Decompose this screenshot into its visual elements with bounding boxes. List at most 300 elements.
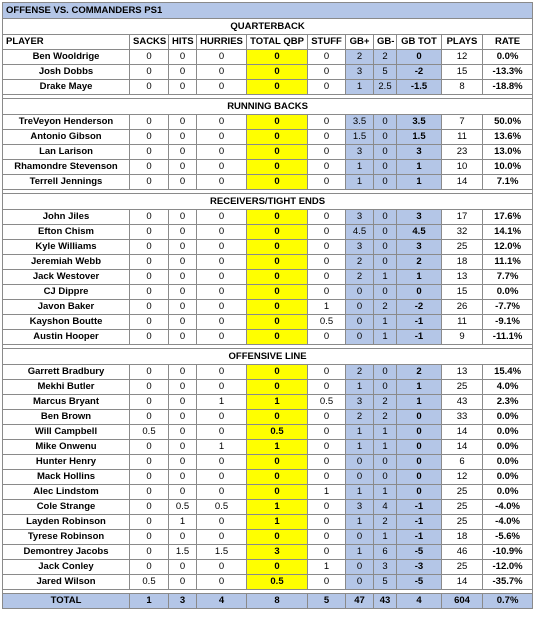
cell-total-qbp: 0	[247, 380, 308, 395]
cell-stuff: 0	[308, 225, 346, 240]
cell-hurries: 0.5	[197, 500, 247, 515]
cell-plays: 11	[442, 130, 483, 145]
cell-gb-minus: 0	[374, 255, 397, 270]
cell-sacks: 0	[130, 515, 169, 530]
cell-gb-plus: 2	[346, 410, 374, 425]
cell-player: Terrell Jennings	[3, 175, 130, 190]
cell-plays: 25	[442, 560, 483, 575]
cell-plays: 12	[442, 50, 483, 65]
cell-gb-plus: 1	[346, 380, 374, 395]
cell-sacks: 0	[130, 270, 169, 285]
cell-stuff: 0	[308, 175, 346, 190]
cell-player: Layden Robinson	[3, 515, 130, 530]
cell-plays: 43	[442, 395, 483, 410]
cell-gb-plus: 1	[346, 160, 374, 175]
cell-total-qbp: 0	[247, 470, 308, 485]
cell-gb-plus: 1	[346, 485, 374, 500]
cell-hurries: 0	[197, 65, 247, 80]
cell-rate: -5.6%	[483, 530, 533, 545]
cell-sacks: 0	[130, 485, 169, 500]
cell-hurries: 0	[197, 145, 247, 160]
cell-gb-tot: 3	[397, 145, 442, 160]
cell-stuff: 0	[308, 470, 346, 485]
cell-plays: 25	[442, 500, 483, 515]
cell-rate: 0.0%	[483, 425, 533, 440]
cell-player: Mike Onwenu	[3, 440, 130, 455]
cell-hits: 0	[169, 330, 197, 345]
cell-hurries: 0	[197, 80, 247, 95]
cell-gb-tot: 3	[397, 210, 442, 225]
cell-stuff: 0	[308, 240, 346, 255]
cell-plays: 14	[442, 175, 483, 190]
cell-sacks: 0	[130, 530, 169, 545]
cell-hurries: 1.5	[197, 545, 247, 560]
cell-rate: 0.0%	[483, 50, 533, 65]
cell-gb-tot: -1	[397, 315, 442, 330]
cell-hits: 0	[169, 470, 197, 485]
cell-total-qbp: 0	[247, 255, 308, 270]
table-row	[3, 210, 533, 225]
cell-gb-tot: -1	[397, 515, 442, 530]
table-row	[3, 285, 533, 300]
cell-stuff: 0	[308, 270, 346, 285]
cell-total-qbp: 0	[247, 270, 308, 285]
cell-total-qbp: 0	[247, 210, 308, 225]
cell-player: Josh Dobbs	[3, 65, 130, 80]
cell-rate: -18.8%	[483, 80, 533, 95]
cell-rate: 0.0%	[483, 285, 533, 300]
cell-player: Hunter Henry	[3, 455, 130, 470]
cell-gb-minus: 0	[374, 285, 397, 300]
table-row	[3, 395, 533, 410]
cell-player: Kayshon Boutte	[3, 315, 130, 330]
cell-total-qbp: 0	[247, 330, 308, 345]
cell-hits: 0	[169, 80, 197, 95]
total-gb-minus: 43	[374, 594, 397, 609]
cell-stuff: 0	[308, 575, 346, 590]
cell-player: Austin Hooper	[3, 330, 130, 345]
cell-player: Javon Baker	[3, 300, 130, 315]
column-header-row	[3, 35, 533, 50]
cell-hits: 0	[169, 130, 197, 145]
cell-stuff: 0	[308, 500, 346, 515]
table-row	[3, 175, 533, 190]
table-row	[3, 530, 533, 545]
cell-gb-minus: 1	[374, 530, 397, 545]
cell-player: Kyle Williams	[3, 240, 130, 255]
cell-stuff: 0	[308, 65, 346, 80]
cell-hits: 0	[169, 240, 197, 255]
cell-gb-plus: 3	[346, 65, 374, 80]
cell-total-qbp: 0.5	[247, 425, 308, 440]
cell-hits: 0	[169, 255, 197, 270]
cell-hurries: 0	[197, 270, 247, 285]
cell-total-qbp: 0	[247, 175, 308, 190]
cell-hurries: 0	[197, 485, 247, 500]
cell-gb-minus: 4	[374, 500, 397, 515]
cell-hurries: 0	[197, 560, 247, 575]
cell-gb-plus: 3	[346, 500, 374, 515]
cell-stuff: 0	[308, 440, 346, 455]
cell-gb-plus: 1	[346, 515, 374, 530]
cell-plays: 18	[442, 255, 483, 270]
column-header-sacks: SACKS	[130, 35, 169, 50]
cell-gb-tot: -2	[397, 65, 442, 80]
cell-total-qbp: 0	[247, 50, 308, 65]
table-row	[3, 65, 533, 80]
cell-hits: 0	[169, 365, 197, 380]
total-gb-tot: 4	[397, 594, 442, 609]
cell-gb-minus: 5	[374, 65, 397, 80]
cell-hurries: 0	[197, 380, 247, 395]
cell-gb-minus: 2	[374, 515, 397, 530]
cell-rate: 0.0%	[483, 440, 533, 455]
column-header-hurries: HURRIES	[197, 35, 247, 50]
table-row	[3, 130, 533, 145]
cell-gb-minus: 0	[374, 380, 397, 395]
table-row	[3, 255, 533, 270]
cell-stuff: 0	[308, 545, 346, 560]
cell-rate: 0.0%	[483, 410, 533, 425]
cell-player: Marcus Bryant	[3, 395, 130, 410]
cell-player: Rhamondre Stevenson	[3, 160, 130, 175]
cell-gb-minus: 3	[374, 560, 397, 575]
cell-total-qbp: 1	[247, 395, 308, 410]
cell-total-qbp: 1	[247, 500, 308, 515]
cell-hits: 0	[169, 455, 197, 470]
cell-gb-tot: 1.5	[397, 130, 442, 145]
section-title: QUARTERBACK	[3, 19, 533, 35]
table-row	[3, 575, 533, 590]
table-row	[3, 545, 533, 560]
cell-total-qbp: 0	[247, 65, 308, 80]
cell-plays: 25	[442, 515, 483, 530]
cell-player: Ben Wooldrige	[3, 50, 130, 65]
cell-gb-tot: 0	[397, 50, 442, 65]
cell-hurries: 0	[197, 160, 247, 175]
cell-plays: 14	[442, 440, 483, 455]
cell-plays: 13	[442, 365, 483, 380]
cell-rate: -7.7%	[483, 300, 533, 315]
cell-plays: 25	[442, 485, 483, 500]
cell-total-qbp: 0	[247, 560, 308, 575]
cell-hurries: 0	[197, 225, 247, 240]
cell-gb-minus: 2	[374, 395, 397, 410]
cell-gb-plus: 0	[346, 575, 374, 590]
cell-hurries: 0	[197, 530, 247, 545]
cell-gb-plus: 1	[346, 545, 374, 560]
cell-total-qbp: 0	[247, 145, 308, 160]
cell-plays: 14	[442, 425, 483, 440]
cell-total-qbp: 0	[247, 225, 308, 240]
section-title: RECEIVERS/TIGHT ENDS	[3, 194, 533, 210]
total-stuff: 5	[308, 594, 346, 609]
cell-sacks: 0	[130, 65, 169, 80]
cell-sacks: 0	[130, 410, 169, 425]
cell-hurries: 0	[197, 410, 247, 425]
cell-player: Jack Westover	[3, 270, 130, 285]
cell-hurries: 0	[197, 175, 247, 190]
cell-hurries: 1	[197, 395, 247, 410]
cell-total-qbp: 0	[247, 410, 308, 425]
cell-gb-minus: 0	[374, 225, 397, 240]
cell-rate: 13.6%	[483, 130, 533, 145]
cell-sacks: 0	[130, 315, 169, 330]
cell-gb-tot: 1	[397, 160, 442, 175]
cell-gb-minus: 1	[374, 270, 397, 285]
cell-hurries: 0	[197, 285, 247, 300]
cell-hits: 1	[169, 515, 197, 530]
cell-gb-plus: 1.5	[346, 130, 374, 145]
cell-hits: 1.5	[169, 545, 197, 560]
cell-stuff: 0	[308, 285, 346, 300]
cell-rate: 2.3%	[483, 395, 533, 410]
cell-rate: 11.1%	[483, 255, 533, 270]
cell-gb-plus: 3	[346, 395, 374, 410]
cell-total-qbp: 0	[247, 160, 308, 175]
offense-stats-table	[2, 2, 533, 609]
cell-gb-minus: 2.5	[374, 80, 397, 95]
column-header-rate: RATE	[483, 35, 533, 50]
section-header-row	[3, 349, 533, 365]
cell-stuff: 0.5	[308, 395, 346, 410]
cell-sacks: 0	[130, 115, 169, 130]
cell-gb-tot: -3	[397, 560, 442, 575]
cell-gb-tot: -1.5	[397, 80, 442, 95]
cell-stuff: 0	[308, 455, 346, 470]
cell-hits: 0	[169, 175, 197, 190]
cell-stuff: 0	[308, 530, 346, 545]
table-row	[3, 440, 533, 455]
cell-sacks: 0	[130, 130, 169, 145]
cell-gb-tot: 0	[397, 410, 442, 425]
cell-gb-plus: 2	[346, 255, 374, 270]
cell-sacks: 0	[130, 175, 169, 190]
cell-stuff: 0	[308, 80, 346, 95]
total-hurries: 4	[197, 594, 247, 609]
cell-rate: -4.0%	[483, 515, 533, 530]
cell-gb-tot: -1	[397, 500, 442, 515]
cell-total-qbp: 1	[247, 515, 308, 530]
cell-player: Mekhi Butler	[3, 380, 130, 395]
cell-plays: 7	[442, 115, 483, 130]
cell-hits: 0	[169, 65, 197, 80]
cell-hits: 0	[169, 410, 197, 425]
cell-gb-tot: 0	[397, 485, 442, 500]
cell-sacks: 0	[130, 145, 169, 160]
cell-player: Cole Strange	[3, 500, 130, 515]
cell-rate: -13.3%	[483, 65, 533, 80]
cell-gb-minus: 1	[374, 485, 397, 500]
cell-player: Jack Conley	[3, 560, 130, 575]
cell-player: Ben Brown	[3, 410, 130, 425]
cell-gb-plus: 0	[346, 300, 374, 315]
total-rate: 0.7%	[483, 594, 533, 609]
total-row	[3, 594, 533, 609]
cell-hits: 0	[169, 380, 197, 395]
cell-gb-minus: 0	[374, 145, 397, 160]
cell-gb-tot: 0	[397, 440, 442, 455]
cell-stuff: 0	[308, 145, 346, 160]
cell-plays: 17	[442, 210, 483, 225]
cell-plays: 26	[442, 300, 483, 315]
cell-stuff: 0	[308, 330, 346, 345]
cell-stuff: 0	[308, 160, 346, 175]
cell-hurries: 0	[197, 210, 247, 225]
cell-rate: -10.9%	[483, 545, 533, 560]
cell-hurries: 0	[197, 300, 247, 315]
cell-gb-tot: 3	[397, 240, 442, 255]
section-header-row	[3, 99, 533, 115]
cell-sacks: 0.5	[130, 425, 169, 440]
cell-gb-minus: 0	[374, 455, 397, 470]
cell-hits: 0	[169, 285, 197, 300]
table-title: OFFENSE VS. COMMANDERS PS1	[3, 3, 533, 19]
cell-gb-tot: 0	[397, 285, 442, 300]
cell-gb-minus: 2	[374, 300, 397, 315]
cell-rate: -4.0%	[483, 500, 533, 515]
cell-gb-plus: 3	[346, 210, 374, 225]
table-row	[3, 500, 533, 515]
table-row	[3, 425, 533, 440]
cell-total-qbp: 0	[247, 365, 308, 380]
cell-plays: 9	[442, 330, 483, 345]
cell-sacks: 0	[130, 545, 169, 560]
cell-stuff: 0	[308, 425, 346, 440]
cell-hits: 0	[169, 50, 197, 65]
cell-gb-plus: 3	[346, 240, 374, 255]
cell-gb-minus: 0	[374, 130, 397, 145]
cell-hurries: 0	[197, 515, 247, 530]
cell-hurries: 0	[197, 470, 247, 485]
total-player: TOTAL	[3, 594, 130, 609]
cell-gb-plus: 1	[346, 440, 374, 455]
column-header-stuff: STUFF	[308, 35, 346, 50]
cell-total-qbp: 0	[247, 80, 308, 95]
total-plays: 604	[442, 594, 483, 609]
cell-stuff: 0	[308, 210, 346, 225]
cell-stuff: 0	[308, 515, 346, 530]
cell-sacks: 0	[130, 365, 169, 380]
cell-gb-tot: 3.5	[397, 115, 442, 130]
table-row	[3, 560, 533, 575]
cell-sacks: 0	[130, 560, 169, 575]
cell-player: Jeremiah Webb	[3, 255, 130, 270]
cell-player: Efton Chism	[3, 225, 130, 240]
column-header-player: PLAYER	[3, 35, 130, 50]
cell-plays: 33	[442, 410, 483, 425]
cell-sacks: 0	[130, 395, 169, 410]
cell-total-qbp: 0	[247, 300, 308, 315]
cell-hits: 0	[169, 315, 197, 330]
cell-hits: 0.5	[169, 500, 197, 515]
cell-sacks: 0	[130, 160, 169, 175]
cell-gb-tot: 1	[397, 395, 442, 410]
cell-sacks: 0	[130, 380, 169, 395]
cell-hits: 0	[169, 530, 197, 545]
cell-gb-minus: 2	[374, 50, 397, 65]
cell-plays: 46	[442, 545, 483, 560]
cell-gb-minus: 1	[374, 440, 397, 455]
cell-player: Lan Larison	[3, 145, 130, 160]
cell-hurries: 0	[197, 315, 247, 330]
cell-hits: 0	[169, 560, 197, 575]
cell-sacks: 0	[130, 500, 169, 515]
cell-rate: 0.0%	[483, 485, 533, 500]
cell-hurries: 0	[197, 255, 247, 270]
table-row	[3, 410, 533, 425]
cell-sacks: 0	[130, 285, 169, 300]
cell-hits: 0	[169, 115, 197, 130]
cell-hurries: 0	[197, 365, 247, 380]
cell-gb-tot: -5	[397, 575, 442, 590]
cell-hits: 0	[169, 395, 197, 410]
section-header-row	[3, 19, 533, 35]
cell-gb-tot: 4.5	[397, 225, 442, 240]
table-row	[3, 80, 533, 95]
cell-gb-tot: -2	[397, 300, 442, 315]
cell-player: Jared Wilson	[3, 575, 130, 590]
cell-gb-minus: 6	[374, 545, 397, 560]
cell-plays: 15	[442, 285, 483, 300]
cell-player: Drake Maye	[3, 80, 130, 95]
column-header-gb-plus: GB+	[346, 35, 374, 50]
cell-rate: 13.0%	[483, 145, 533, 160]
cell-hurries: 0	[197, 425, 247, 440]
cell-player: Alec Lindstom	[3, 485, 130, 500]
cell-player: CJ Dippre	[3, 285, 130, 300]
cell-hits: 0	[169, 270, 197, 285]
cell-hits: 0	[169, 575, 197, 590]
cell-stuff: 0.5	[308, 315, 346, 330]
cell-sacks: 0	[130, 440, 169, 455]
section-header-row	[3, 194, 533, 210]
table-row	[3, 455, 533, 470]
cell-gb-minus: 5	[374, 575, 397, 590]
cell-rate: 0.0%	[483, 455, 533, 470]
cell-stuff: 0	[308, 255, 346, 270]
cell-gb-tot: 2	[397, 255, 442, 270]
cell-gb-plus: 0	[346, 560, 374, 575]
table-row	[3, 225, 533, 240]
cell-gb-tot: 1	[397, 270, 442, 285]
cell-player: Mack Hollins	[3, 470, 130, 485]
cell-total-qbp: 0.5	[247, 575, 308, 590]
cell-hurries: 0	[197, 50, 247, 65]
cell-stuff: 1	[308, 560, 346, 575]
cell-gb-plus: 3.5	[346, 115, 374, 130]
cell-total-qbp: 0	[247, 455, 308, 470]
cell-gb-minus: 2	[374, 410, 397, 425]
cell-player: Garrett Bradbury	[3, 365, 130, 380]
table-row	[3, 270, 533, 285]
cell-gb-plus: 2	[346, 50, 374, 65]
cell-player: Antonio Gibson	[3, 130, 130, 145]
cell-hits: 0	[169, 485, 197, 500]
cell-hurries: 0	[197, 115, 247, 130]
cell-hits: 0	[169, 440, 197, 455]
cell-hurries: 0	[197, 330, 247, 345]
table-row	[3, 315, 533, 330]
cell-rate: -35.7%	[483, 575, 533, 590]
cell-total-qbp: 0	[247, 130, 308, 145]
table-row	[3, 515, 533, 530]
cell-player: Tyrese Robinson	[3, 530, 130, 545]
cell-gb-plus: 0	[346, 330, 374, 345]
cell-gb-minus: 0	[374, 210, 397, 225]
cell-sacks: 0	[130, 255, 169, 270]
cell-rate: -9.1%	[483, 315, 533, 330]
